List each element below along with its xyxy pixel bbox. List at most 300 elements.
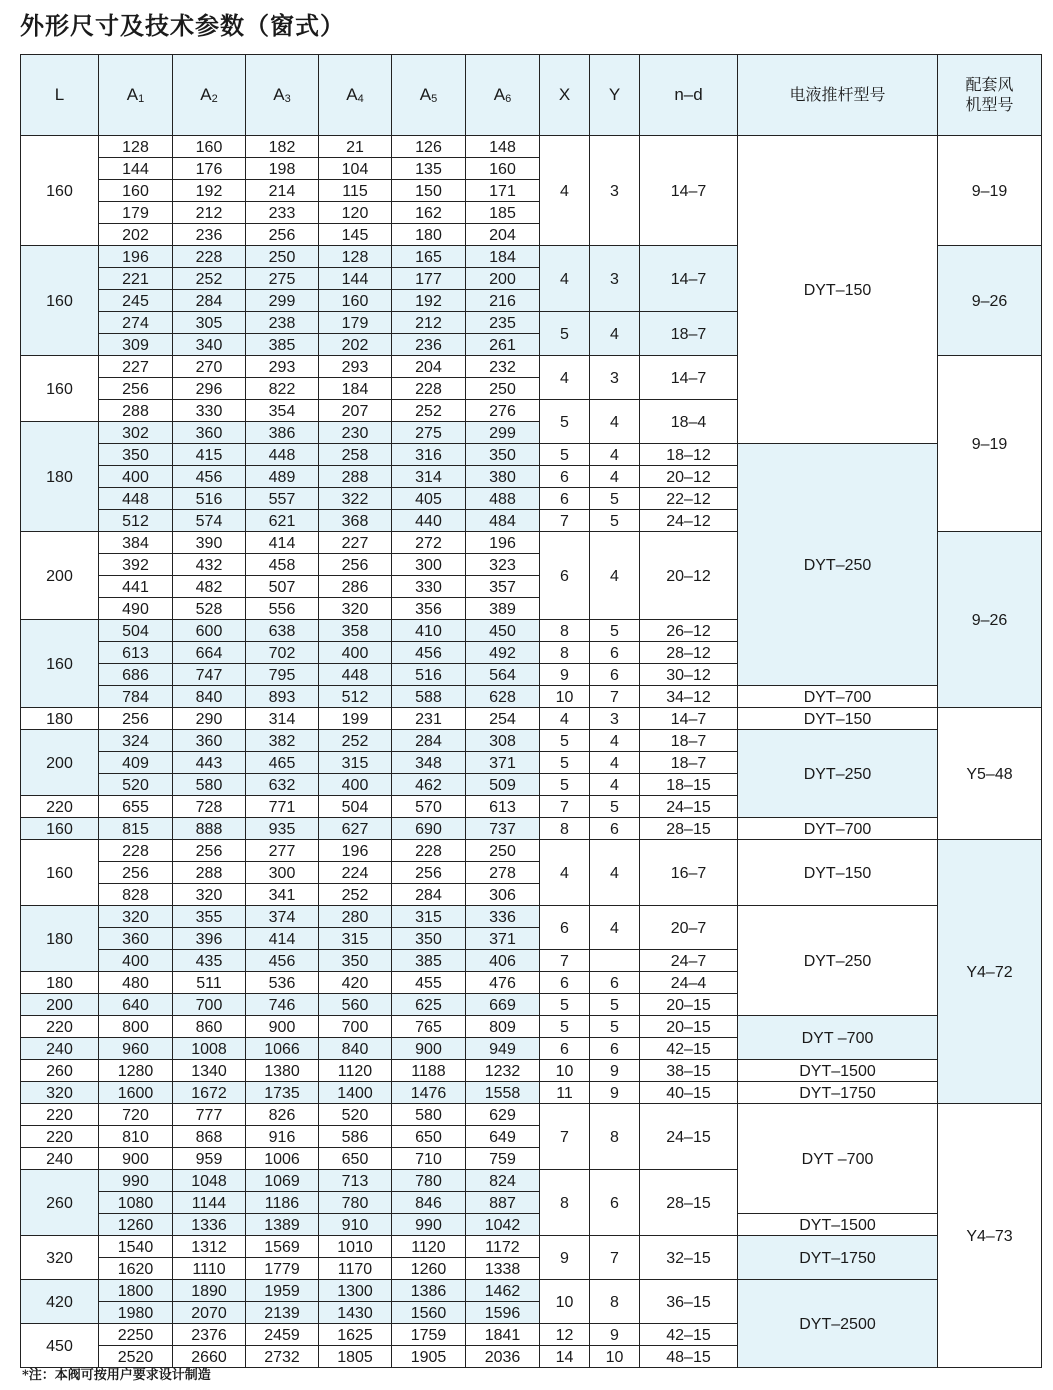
cell-A3: 250 (246, 246, 319, 268)
cell-A6: 299 (466, 422, 540, 444)
cell-Y: 6 (590, 642, 640, 664)
cell-A5: 162 (392, 202, 466, 224)
cell-A2: 340 (173, 334, 246, 356)
cell-A6: 336 (466, 906, 540, 928)
cell-A3: 822 (246, 378, 319, 400)
cell-A4: 280 (319, 906, 392, 928)
cell-A6: 276 (466, 400, 540, 422)
cell-actuator-model: DYT–1750 (738, 1236, 938, 1280)
cell-X: 4 (540, 708, 590, 730)
header-actuator-model: 电液推杆型号 (738, 55, 938, 136)
cell-A2: 1048 (173, 1170, 246, 1192)
cell-A2: 415 (173, 444, 246, 466)
cell-A3: 507 (246, 576, 319, 598)
cell-A6: 235 (466, 312, 540, 334)
cell-nd: 24–7 (640, 950, 738, 972)
cell-A3: 385 (246, 334, 319, 356)
cell-A3: 300 (246, 862, 319, 884)
cell-A1: 448 (99, 488, 173, 510)
cell-A5: 650 (392, 1126, 466, 1148)
cell-Y: 4 (590, 444, 640, 466)
cell-A3: 1569 (246, 1236, 319, 1258)
cell-A1: 480 (99, 972, 173, 994)
cell-L: 180 (21, 708, 99, 730)
cell-A4: 358 (319, 620, 392, 642)
cell-A4: 1170 (319, 1258, 392, 1280)
cell-X: 14 (540, 1346, 590, 1368)
cell-L: 180 (21, 422, 99, 532)
table-body (21, 136, 1042, 1368)
cell-A5: 228 (392, 840, 466, 862)
cell-A6: 350 (466, 444, 540, 466)
cell-Y: 6 (590, 1170, 640, 1236)
cell-A5: 316 (392, 444, 466, 466)
cell-A3: 275 (246, 268, 319, 290)
cell-A3: 458 (246, 554, 319, 576)
cell-Y: 6 (590, 1038, 640, 1060)
cell-A1: 309 (99, 334, 173, 356)
cell-A3: 341 (246, 884, 319, 906)
cell-Y: 5 (590, 796, 640, 818)
page-title: 外形尺寸及技术参数（窗式） (20, 12, 345, 40)
cell-X: 12 (540, 1324, 590, 1346)
cell-A1: 613 (99, 642, 173, 664)
cell-A2: 290 (173, 708, 246, 730)
cell-A6: 1841 (466, 1324, 540, 1346)
cell-A1: 490 (99, 598, 173, 620)
cell-A5: 204 (392, 356, 466, 378)
cell-A6: 216 (466, 290, 540, 312)
cell-nd: 38–15 (640, 1060, 738, 1082)
cell-A4: 400 (319, 774, 392, 796)
cell-nd: 18–15 (640, 774, 738, 796)
cell-A4: 145 (319, 224, 392, 246)
cell-nd: 18–7 (640, 730, 738, 752)
cell-A1: 810 (99, 1126, 173, 1148)
cell-A3: 277 (246, 840, 319, 862)
cell-A3: 638 (246, 620, 319, 642)
cell-A3: 2459 (246, 1324, 319, 1346)
cell-fan-model: 9–19 (938, 136, 1042, 246)
cell-X: 7 (540, 796, 590, 818)
table-row (21, 686, 1042, 708)
cell-A5: 456 (392, 642, 466, 664)
cell-A2: 482 (173, 576, 246, 598)
cell-A5: 625 (392, 994, 466, 1016)
cell-nd: 22–12 (640, 488, 738, 510)
cell-A5: 275 (392, 422, 466, 444)
cell-X: 6 (540, 972, 590, 994)
cell-A6: 232 (466, 356, 540, 378)
cell-A5: 765 (392, 1016, 466, 1038)
cell-A4: 256 (319, 554, 392, 576)
cell-actuator-model: DYT–250 (738, 730, 938, 818)
cell-A2: 296 (173, 378, 246, 400)
cell-L: 260 (21, 1060, 99, 1082)
cell-fan-model: Y5–48 (938, 708, 1042, 840)
cell-A1: 392 (99, 554, 173, 576)
cell-A6: 824 (466, 1170, 540, 1192)
cell-L: 200 (21, 730, 99, 796)
cell-A2: 236 (173, 224, 246, 246)
cell-A4: 252 (319, 730, 392, 752)
table-row (21, 708, 1042, 730)
cell-A1: 1260 (99, 1214, 173, 1236)
header-A6: $A_6$ (466, 55, 540, 136)
cell-A5: 252 (392, 400, 466, 422)
cell-A3: 795 (246, 664, 319, 686)
cell-A4: 1300 (319, 1280, 392, 1302)
cell-A3: 1006 (246, 1148, 319, 1170)
cell-A6: 759 (466, 1148, 540, 1170)
cell-L: 320 (21, 1236, 99, 1280)
cell-A1: 221 (99, 268, 173, 290)
header-nd: n–d (640, 55, 738, 136)
cell-A4: 120 (319, 202, 392, 224)
cell-A5: 228 (392, 378, 466, 400)
cell-A6: 450 (466, 620, 540, 642)
cell-A3: 293 (246, 356, 319, 378)
cell-Y: 9 (590, 1060, 640, 1082)
cell-A6: 1558 (466, 1082, 540, 1104)
cell-X: 6 (540, 488, 590, 510)
cell-A4: 400 (319, 642, 392, 664)
cell-nd: 28–12 (640, 642, 738, 664)
cell-A2: 443 (173, 752, 246, 774)
cell-A6: 492 (466, 642, 540, 664)
cell-A1: 800 (99, 1016, 173, 1038)
cell-A3: 2139 (246, 1302, 319, 1324)
cell-A3: 893 (246, 686, 319, 708)
cell-A3: 632 (246, 774, 319, 796)
header-A3: $A_3$ (246, 55, 319, 136)
cell-A5: 1560 (392, 1302, 466, 1324)
cell-A6: 371 (466, 752, 540, 774)
cell-L: 180 (21, 906, 99, 972)
cell-X: 6 (540, 1038, 590, 1060)
cell-A2: 432 (173, 554, 246, 576)
cell-A4: 1430 (319, 1302, 392, 1324)
table-row (21, 444, 1042, 466)
table-row (21, 1060, 1042, 1082)
cell-actuator-model: DYT–700 (738, 818, 938, 840)
cell-A3: 702 (246, 642, 319, 664)
cell-fan-model: 9–26 (938, 246, 1042, 356)
cell-L: 420 (21, 1280, 99, 1324)
cell-A4: 128 (319, 246, 392, 268)
cell-A4: 713 (319, 1170, 392, 1192)
cell-nd: 18–4 (640, 400, 738, 444)
cell-A5: 710 (392, 1148, 466, 1170)
cell-nd: 18–12 (640, 444, 738, 466)
cell-A2: 1144 (173, 1192, 246, 1214)
cell-Y: 7 (590, 1236, 640, 1280)
cell-A4: 104 (319, 158, 392, 180)
cell-A4: 520 (319, 1104, 392, 1126)
table-row (21, 1236, 1042, 1258)
cell-A5: 348 (392, 752, 466, 774)
cell-A1: 1540 (99, 1236, 173, 1258)
cell-A5: 256 (392, 862, 466, 884)
cell-L: 240 (21, 1148, 99, 1170)
cell-A5: 990 (392, 1214, 466, 1236)
cell-A2: 305 (173, 312, 246, 334)
cell-A2: 840 (173, 686, 246, 708)
cell-A5: 455 (392, 972, 466, 994)
cell-A1: 828 (99, 884, 173, 906)
cell-X: 5 (540, 730, 590, 752)
cell-A3: 1380 (246, 1060, 319, 1082)
cell-actuator-model: DYT–150 (738, 708, 938, 730)
cell-actuator-model: DYT–250 (738, 444, 938, 686)
cell-A6: 160 (466, 158, 540, 180)
cell-A1: 900 (99, 1148, 173, 1170)
cell-A2: 959 (173, 1148, 246, 1170)
cell-A2: 360 (173, 730, 246, 752)
cell-A6: 1232 (466, 1060, 540, 1082)
cell-A2: 288 (173, 862, 246, 884)
cell-A1: 409 (99, 752, 173, 774)
cell-nd: 20–15 (640, 994, 738, 1016)
cell-A2: 868 (173, 1126, 246, 1148)
cell-A1: 960 (99, 1038, 173, 1060)
cell-A1: 350 (99, 444, 173, 466)
cell-nd: 26–12 (640, 620, 738, 642)
cell-A2: 192 (173, 180, 246, 202)
header-A4: $A_4$ (319, 55, 392, 136)
cell-A3: 1069 (246, 1170, 319, 1192)
cell-A2: 2660 (173, 1346, 246, 1368)
cell-A2: 574 (173, 510, 246, 532)
cell-A6: 1462 (466, 1280, 540, 1302)
cell-A2: 1336 (173, 1214, 246, 1236)
cell-A2: 396 (173, 928, 246, 950)
header-A1: $A_1$ (99, 55, 173, 136)
cell-A5: 126 (392, 136, 466, 158)
cell-Y: 3 (590, 136, 640, 246)
cell-fan-model: 9–19 (938, 356, 1042, 532)
cell-A4: 627 (319, 818, 392, 840)
cell-A5: 350 (392, 928, 466, 950)
cell-Y: 4 (590, 400, 640, 444)
cell-A1: 504 (99, 620, 173, 642)
table-row (21, 1104, 1042, 1126)
cell-A5: 405 (392, 488, 466, 510)
cell-A3: 465 (246, 752, 319, 774)
cell-A6: 1172 (466, 1236, 540, 1258)
cell-A3: 1389 (246, 1214, 319, 1236)
cell-Y: 4 (590, 906, 640, 950)
cell-A1: 179 (99, 202, 173, 224)
cell-A5: 212 (392, 312, 466, 334)
cell-A3: 536 (246, 972, 319, 994)
cell-X: 5 (540, 400, 590, 444)
cell-L: 160 (21, 620, 99, 708)
cell-A4: 144 (319, 268, 392, 290)
cell-A5: 1260 (392, 1258, 466, 1280)
cell-A2: 252 (173, 268, 246, 290)
cell-nd: 18–7 (640, 752, 738, 774)
cell-A4: 910 (319, 1214, 392, 1236)
cell-A1: 1600 (99, 1082, 173, 1104)
cell-A1: 302 (99, 422, 173, 444)
cell-Y: 7 (590, 686, 640, 708)
cell-A6: 196 (466, 532, 540, 554)
cell-A5: 1188 (392, 1060, 466, 1082)
cell-A6: 204 (466, 224, 540, 246)
cell-A1: 784 (99, 686, 173, 708)
cell-nd: 14–7 (640, 708, 738, 730)
cell-A3: 489 (246, 466, 319, 488)
cell-A5: 180 (392, 224, 466, 246)
cell-A6: 649 (466, 1126, 540, 1148)
cell-nd: 24–12 (640, 510, 738, 532)
header-A2: $A_2$ (173, 55, 246, 136)
cell-A5: 1120 (392, 1236, 466, 1258)
footnote: *注：本阀可按用户要求设计制造 (22, 1368, 211, 1383)
cell-X: 5 (540, 1016, 590, 1038)
cell-A1: 2520 (99, 1346, 173, 1368)
cell-nd: 36–15 (640, 1280, 738, 1324)
cell-X: 4 (540, 356, 590, 400)
cell-L: 320 (21, 1082, 99, 1104)
cell-A6: 171 (466, 180, 540, 202)
cell-Y: 4 (590, 466, 640, 488)
cell-A6: 406 (466, 950, 540, 972)
cell-A6: 250 (466, 378, 540, 400)
cell-A6: 278 (466, 862, 540, 884)
cell-X: 10 (540, 1280, 590, 1324)
cell-A4: 21 (319, 136, 392, 158)
cell-A3: 214 (246, 180, 319, 202)
cell-A1: 144 (99, 158, 173, 180)
cell-A2: 2070 (173, 1302, 246, 1324)
cell-L: 180 (21, 972, 99, 994)
cell-A4: 504 (319, 796, 392, 818)
cell-X: 5 (540, 752, 590, 774)
cell-L: 200 (21, 994, 99, 1016)
cell-A4: 227 (319, 532, 392, 554)
cell-A4: 586 (319, 1126, 392, 1148)
cell-A1: 2250 (99, 1324, 173, 1346)
cell-A6: 629 (466, 1104, 540, 1126)
cell-X: 6 (540, 906, 590, 950)
cell-nd: 40–15 (640, 1082, 738, 1104)
cell-A4: 368 (319, 510, 392, 532)
header-Y: Y (590, 55, 640, 136)
cell-A6: 484 (466, 510, 540, 532)
cell-A3: 456 (246, 950, 319, 972)
cell-A5: 1476 (392, 1082, 466, 1104)
cell-X: 5 (540, 312, 590, 356)
cell-A3: 182 (246, 136, 319, 158)
cell-actuator-model: DYT–2500 (738, 1280, 938, 1368)
cell-A4: 448 (319, 664, 392, 686)
cell-A5: 588 (392, 686, 466, 708)
cell-A5: 314 (392, 466, 466, 488)
cell-A2: 700 (173, 994, 246, 1016)
cell-A3: 382 (246, 730, 319, 752)
cell-A4: 1805 (319, 1346, 392, 1368)
cell-X: 4 (540, 136, 590, 246)
cell-A5: 846 (392, 1192, 466, 1214)
cell-A6: 628 (466, 686, 540, 708)
header-A5: $A_5$ (392, 55, 466, 136)
cell-A3: 826 (246, 1104, 319, 1126)
cell-nd: 48–15 (640, 1346, 738, 1368)
cell-X: 10 (540, 1060, 590, 1082)
cell-A1: 400 (99, 950, 173, 972)
cell-X: 4 (540, 840, 590, 906)
cell-A2: 1312 (173, 1236, 246, 1258)
cell-actuator-model: DYT–150 (738, 840, 938, 906)
cell-A4: 320 (319, 598, 392, 620)
cell-A1: 256 (99, 378, 173, 400)
table-row (21, 1280, 1042, 1302)
cell-A4: 160 (319, 290, 392, 312)
cell-A4: 780 (319, 1192, 392, 1214)
cell-A6: 509 (466, 774, 540, 796)
cell-A6: 148 (466, 136, 540, 158)
cell-A4: 252 (319, 884, 392, 906)
cell-Y: 5 (590, 994, 640, 1016)
cell-A2: 728 (173, 796, 246, 818)
cell-Y: 9 (590, 1324, 640, 1346)
cell-actuator-model: DYT–1500 (738, 1060, 938, 1082)
cell-A3: 314 (246, 708, 319, 730)
cell-A1: 160 (99, 180, 173, 202)
cell-A5: 1386 (392, 1280, 466, 1302)
cell-X: 11 (540, 1082, 590, 1104)
cell-A2: 176 (173, 158, 246, 180)
cell-nd: 28–15 (640, 1170, 738, 1236)
cell-A2: 1110 (173, 1258, 246, 1280)
cell-actuator-model: DYT–700 (738, 686, 938, 708)
cell-A6: 564 (466, 664, 540, 686)
cell-A1: 655 (99, 796, 173, 818)
cell-A4: 184 (319, 378, 392, 400)
cell-A2: 511 (173, 972, 246, 994)
cell-A5: 1905 (392, 1346, 466, 1368)
cell-L: 220 (21, 1104, 99, 1126)
cell-A1: 128 (99, 136, 173, 158)
table-row (21, 906, 1042, 928)
cell-A3: 1066 (246, 1038, 319, 1060)
cell-A4: 315 (319, 928, 392, 950)
cell-Y: 6 (590, 818, 640, 840)
cell-A5: 177 (392, 268, 466, 290)
cell-X: 7 (540, 950, 590, 972)
cell-A2: 435 (173, 950, 246, 972)
cell-A3: 557 (246, 488, 319, 510)
cell-A1: 815 (99, 818, 173, 840)
cell-A4: 207 (319, 400, 392, 422)
cell-X: 4 (540, 246, 590, 312)
cell-Y: 8 (590, 1280, 640, 1324)
cell-actuator-model: DYT –700 (738, 1016, 938, 1060)
cell-A4: 512 (319, 686, 392, 708)
cell-A5: 284 (392, 884, 466, 906)
cell-A4: 179 (319, 312, 392, 334)
cell-Y: 5 (590, 1016, 640, 1038)
cell-A3: 448 (246, 444, 319, 466)
cell-L: 160 (21, 356, 99, 422)
cell-Y: 5 (590, 510, 640, 532)
cell-nd: 20–12 (640, 532, 738, 620)
cell-fan-model: 9–26 (938, 532, 1042, 708)
cell-A1: 520 (99, 774, 173, 796)
cell-A5: 272 (392, 532, 466, 554)
